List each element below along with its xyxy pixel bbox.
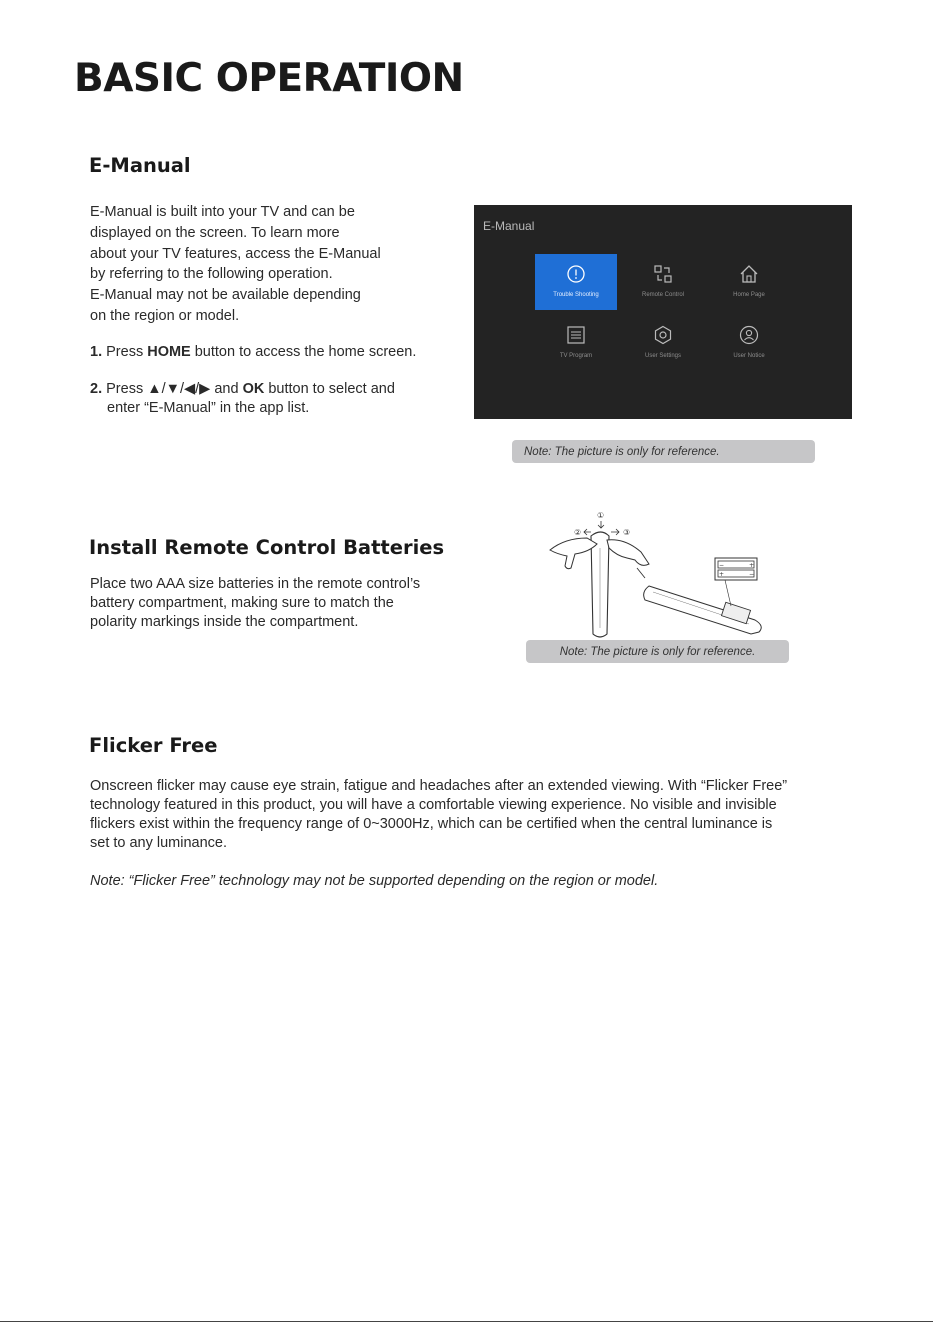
flicker-paragraph [90, 777, 890, 853]
info-circle-icon [566, 264, 586, 284]
step-text: button to select and [264, 381, 395, 397]
batteries-heading: Install Remote Control Batteries [89, 536, 445, 559]
flicker-note: Note: “Flicker Free” technology may not be supported depending on the region or model. [90, 873, 659, 889]
emanual-screen-image [474, 205, 852, 419]
step-2 [90, 380, 470, 418]
emanual-heading: E-Manual [89, 154, 191, 177]
emanual-note: Note: The picture is only for reference. [512, 440, 815, 463]
paragraph-line: displayed on the screen. To learn more [90, 224, 340, 241]
tile-remote-control [622, 254, 704, 310]
page-title: BASIC OPERATION [74, 56, 464, 101]
paragraph-line: by referring to the following operation. [90, 266, 333, 283]
tile-label: Trouble Shooting [553, 292, 599, 298]
tile-label: User Settings [644, 353, 681, 359]
emanual-paragraph [90, 202, 460, 327]
step-1 [90, 343, 460, 362]
paragraph-line: set to any luminance. [90, 835, 228, 851]
paragraph-line: polarity markings inside the compartment. [90, 614, 359, 630]
bottom-divider [0, 1321, 933, 1322]
paragraph-line: flickers exist within the frequency range of 0~3000Hz, which can be certified when the central luminance is [90, 816, 773, 832]
remote-battery-illustration [545, 508, 785, 640]
user-circle-icon [739, 325, 759, 345]
step-text: Press [106, 344, 148, 360]
paragraph-line: about your TV features, access the E-Manual [90, 245, 381, 262]
tile-trouble-shooting [535, 254, 617, 310]
step-text: Press ▲/▼/◀/▶ and [106, 381, 243, 397]
batteries-note: Note: The picture is only for reference. [526, 640, 789, 663]
paragraph-line: technology featured in this product, you will have a comfortable viewing experience. No visible and invisible [90, 797, 777, 813]
polarity-minus: − [719, 562, 725, 569]
flicker-heading: Flicker Free [89, 734, 218, 757]
paragraph-line: E-Manual may not be available depending [90, 287, 361, 304]
tile-user-settings [622, 315, 704, 371]
polarity-plus: + [719, 571, 725, 578]
tile-label: User Notice [733, 353, 765, 359]
polarity-plus: + [749, 562, 755, 569]
polarity-minus: − [749, 571, 755, 578]
paragraph-line: Place two AAA size batteries in the remote control’s [90, 576, 421, 592]
home-icon [739, 264, 759, 284]
step-mark-3: ③ [623, 528, 631, 537]
tile-label: Remote Control [641, 292, 685, 298]
list-icon [566, 325, 586, 345]
step-number: 1. [90, 344, 103, 360]
remote-grid-icon [653, 264, 673, 284]
tile-label: TV Program [559, 353, 593, 359]
step-text: enter “E-Manual” in the app list. [107, 400, 310, 416]
step-mark-2: ② [574, 528, 582, 537]
paragraph-line: E-Manual is built into your TV and can be [90, 204, 355, 220]
key-home: HOME [147, 344, 191, 360]
batteries-paragraph [90, 575, 490, 632]
tile-tv-program [535, 315, 617, 371]
screen-title: E-Manual [483, 219, 535, 233]
paragraph-line: Onscreen flicker may cause eye strain, fatigue and headaches after an extended viewing. With “Flicker Free” [90, 778, 788, 794]
paragraph-line: on the region or model. [90, 307, 240, 324]
tile-label: Home Page [733, 292, 765, 298]
tile-user-notice [708, 315, 790, 371]
settings-hexagon-icon [653, 325, 673, 345]
step-number: 2. [90, 381, 103, 397]
paragraph-line: battery compartment, making sure to match the [90, 595, 394, 611]
step-text: button to access the home screen. [190, 344, 417, 360]
key-ok: OK [242, 381, 265, 397]
tile-home-page [708, 254, 790, 310]
step-mark-1: ① [597, 511, 605, 520]
